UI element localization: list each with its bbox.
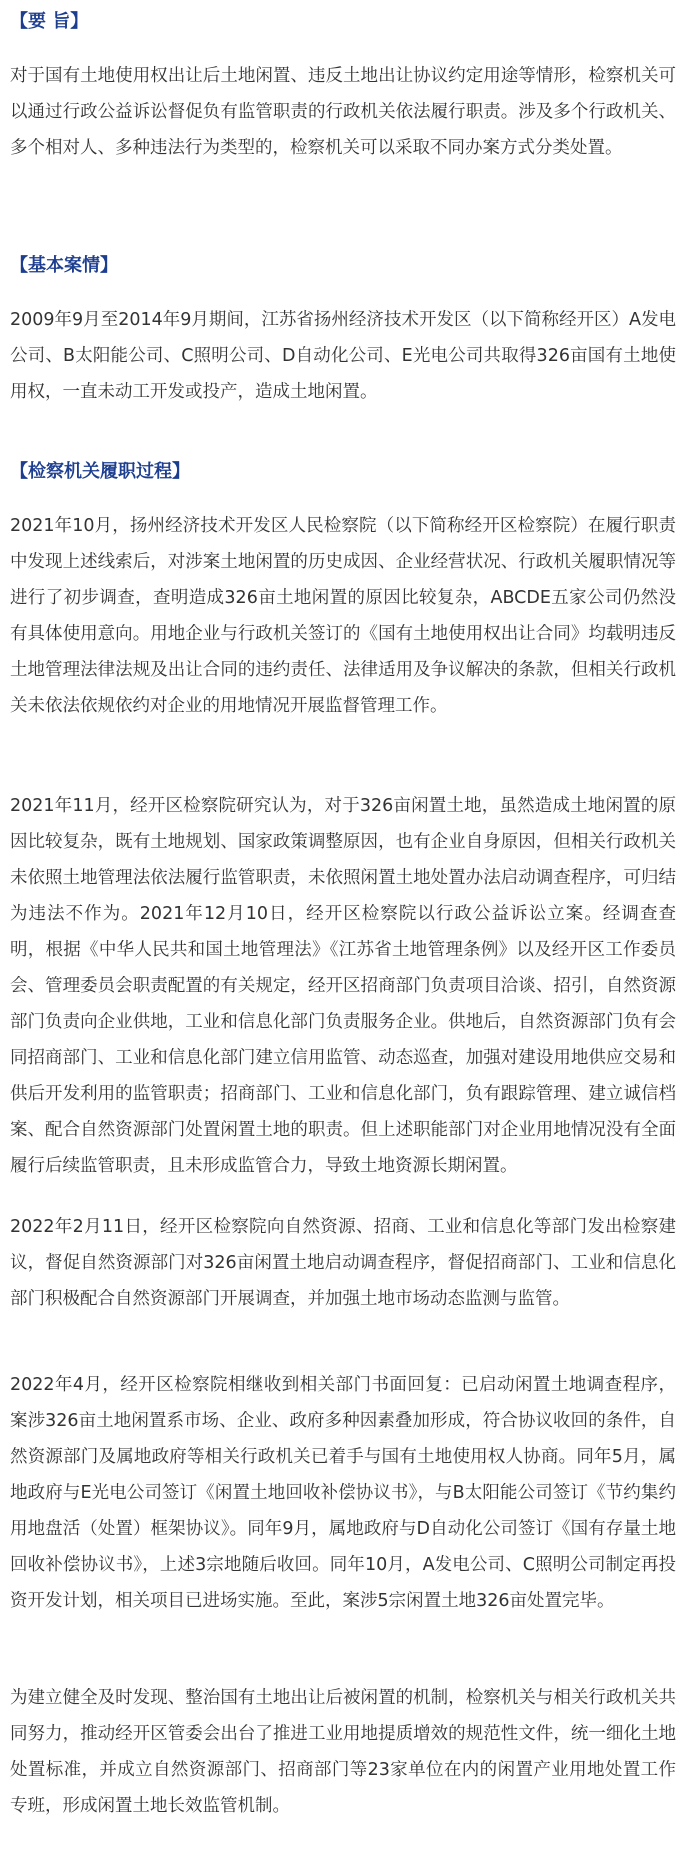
- section-heading-basic-facts: 【基本案情】: [10, 255, 118, 276]
- process-paragraph-3: 2022年2月11日，经开区检察院向自然资源、招商、工业和信息化等部门发出检察建议，督促自然资源部门对326亩闲置土地启动调查程序，督促招商部门、工业和信息化部门积极配合自然资源部门开展调查，并加强土地市场动态监测与监管。: [10, 1217, 676, 1309]
- process-paragraph-1: 2021年10月，扬州经济技术开发区人民检察院（以下简称经开区检察院）在履行职责中发现上述线索后，对涉案土地闲置的历史成因、企业经营状况、行政机关履职情况等进行了初步调查，查明造成326亩土地闲置的原因比较复杂，ABCDE五家公司仍然没有具体使用意向。用地企业与行政机关签订的《国有土地使用权出让合同》均载明违反土地管理法律法规及出让合同的违约责任、法律适用及争议解决的条款，但相关行政机关未依法依规依约对企业的用地情况开展监督管理工作。: [10, 516, 676, 716]
- process-paragraph-5: 为建立健全及时发现、整治国有土地出让后被闲置的机制，检察机关与相关行政机关共同努力，推动经开区管委会出台了推进工业用地提质增效的规范性文件，统一细化土地处置标准，并成立自然资源部门、招商部门等23家单位在内的闲置产业用地处置工作专班，形成闲置土地长效监管机制。: [10, 1688, 676, 1816]
- gist-paragraph: 对于国有土地使用权出让后土地闲置、违反土地出让协议约定用途等情形，检察机关可以通过行政公益诉讼督促负有监管职责的行政机关依法履行职责。涉及多个行政机关、多个相对人、多种违法行为类型的，检察机关可以采取不同办案方式分类处置。: [10, 66, 676, 158]
- process-paragraph-2: 2021年11月，经开区检察院研究认为，对于326亩闲置土地，虽然造成土地闲置的原因比较复杂，既有土地规划、国家政策调整原因，也有企业自身原因，但相关行政机关未依照土地管理法依法履行监管职责，未依照闲置土地处置办法启动调查程序，可归结为违法不作为。2021年12月10日，经开区检察院以行政公益诉讼立案。经调查查明，根据《中华人民共和国土地管理法》《江苏省土地管理条例》以及经开区工作委员会、管理委员会职责配置的有关规定，经开区招商部门负责项目洽谈、招引，自然资源部门负责向企业供地，工业和信息化部门负责服务企业。供地后，自然资源部门负有会同招商部门、工业和信息化部门建立信用监管、动态巡查，加强对建设用地供应交易和供后开发利用的监管职责；招商部门、工业和信息化部门，负有跟踪管理、建立诚信档案、配合自然资源部门处置闲置土地的职责。但上述职能部门对企业用地情况没有全面履行后续监管职责，且未形成监管合力，导致土地资源长期闲置。: [10, 796, 676, 1176]
- section-heading-procuratorate-process: 【检察机关履职过程】: [10, 461, 190, 482]
- section-heading-gist: 【要 旨】: [10, 11, 89, 32]
- process-paragraph-4: 2022年4月，经开区检察院相继收到相关部门书面回复：已启动闲置土地调查程序，案涉326亩土地闲置系市场、企业、政府多种因素叠加形成，符合协议收回的条件，自然资源部门及属地政府等相关行政机关已着手与国有土地使用权人协商。同年5月，属地政府与E光电公司签订《闲置土地回收补偿协议书》，与B太阳能公司签订《节约集约用地盘活（处置）框架协议》。同年9月，属地政府与D自动化公司签订《国有存量土地回收补偿协议书》，上述3宗地随后收回。同年10月，A发电公司、C照明公司制定再投资开发计划，相关项目已进场实施。至此，案涉5宗闲置土地326亩处置完毕。: [10, 1375, 676, 1611]
- basic-facts-paragraph: 2009年9月至2014年9月期间，江苏省扬州经济技术开发区（以下简称经开区）A发电公司、B太阳能公司、C照明公司、D自动化公司、E光电公司共取得326亩国有土地使用权，一直未动工开发或投产，造成土地闲置。: [10, 310, 676, 402]
